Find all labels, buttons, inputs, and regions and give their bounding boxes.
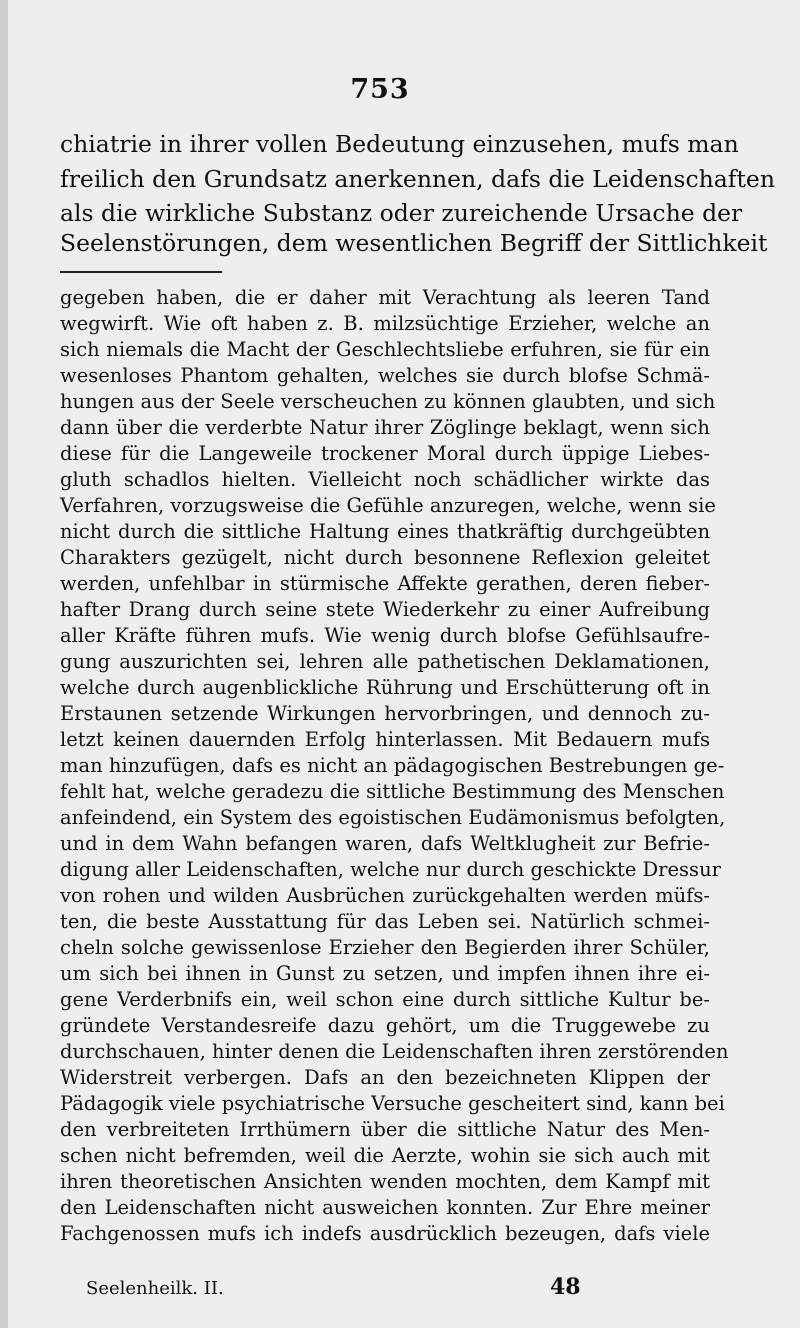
footnote-line: wesenloses Phantom gehalten, welches sie durch blofse Schmä-: [60, 364, 710, 387]
footnote-line: den verbreiteten Irrthümern über die sittliche Natur des Men-: [60, 1118, 710, 1141]
footnote-line: Erstaunen setzende Wirkungen hervorbringen, und dennoch zu-: [60, 702, 710, 725]
footnote-line: Charakters gezügelt, nicht durch besonnene Reflexion geleitet: [60, 546, 710, 569]
footnote-line: wegwirft. Wie oft haben z. B. milzsüchtige Erzieher, welche an: [60, 312, 710, 335]
page-edge: [0, 0, 8, 1328]
footnote-line: gluth schadlos hielten. Vielleicht noch schädlicher wirkte das: [60, 468, 710, 491]
footnote-line: hungen aus der Seele verscheuchen zu können glaubten, und sich: [60, 390, 716, 413]
footnote-line: um sich bei ihnen in Gunst zu setzen, und impfen ihnen ihre ei-: [60, 962, 710, 985]
footnote-line: von rohen und wilden Ausbrüchen zurückgehalten werden müfs-: [60, 884, 710, 907]
footnote-line: diese für die Langeweile trockener Moral durch üppige Liebes-: [60, 442, 710, 465]
footnote-line: schen nicht befremden, weil die Aerzte, wohin sie sich auch mit: [60, 1144, 710, 1167]
footer-sheet-number: 48: [550, 1274, 581, 1300]
footnote-line: digung aller Leidenschaften, welche nur durch geschickte Dressur: [60, 858, 721, 881]
footnote-line: welche durch augenblickliche Rührung und Erschütterung oft in: [60, 676, 710, 699]
footnote-line: gründete Verstandesreife dazu gehört, um die Truggewebe zu: [60, 1014, 710, 1037]
main-text-line: als die wirkliche Substanz oder zureichende Ursache der: [60, 199, 743, 227]
footnote-line: gung auszurichten sei, lehren alle pathetischen Deklamationen,: [60, 650, 710, 673]
footnote-line: dann über die verderbte Natur ihrer Zöglinge beklagt, wenn sich: [60, 416, 710, 439]
main-text-line: chiatrie in ihrer vollen Bedeutung einzusehen, mufs man: [60, 130, 739, 158]
main-text-line: Seelenstörungen, dem wesentlichen Begriff der Sittlichkeit: [60, 229, 768, 257]
footer-signature: Seelenheilk. II.: [86, 1278, 224, 1299]
footnote-line: Verfahren, vorzugsweise die Gefühle anzuregen, welche, wenn sie: [60, 494, 716, 517]
footnote-line: fehlt hat, welche geradezu die sittliche Bestimmung des Menschen: [60, 780, 725, 803]
footnote-line: durchschauen, hinter denen die Leidenschaften ihren zerstörenden: [60, 1040, 729, 1063]
footnote-line: werden, unfehlbar in stürmische Affekte gerathen, deren fieber-: [60, 572, 710, 595]
footnote-line: sich niemals die Macht der Geschlechtsliebe erfuhren, sie für ein: [60, 338, 710, 361]
main-text-line: freilich den Grundsatz anerkennen, dafs die Leidenschaften: [60, 165, 775, 193]
footnote-line: man hinzufügen, dafs es nicht an pädagogischen Bestrebungen ge-: [60, 754, 725, 777]
footnote-line: Fachgenossen mufs ich indefs ausdrücklich bezeugen, dafs viele: [60, 1222, 710, 1245]
footnote-line: aller Kräfte führen mufs. Wie wenig durch blofse Gefühlsaufre-: [60, 624, 710, 647]
footnote-line: ten, die beste Ausstattung für das Leben sei. Natürlich schmei-: [60, 910, 710, 933]
footnote-line: gegeben haben, die er daher mit Verachtung als leeren Tand: [60, 286, 710, 309]
footnote-line: und in dem Wahn befangen waren, dafs Weltklugheit zur Befrie-: [60, 832, 710, 855]
footnote-line: hafter Drang durch seine stete Wiederkehr zu einer Aufreibung: [60, 598, 710, 621]
footnote-line: letzt keinen dauernden Erfolg hinterlassen. Mit Bedauern mufs: [60, 728, 710, 751]
footnote-line: nicht durch die sittliche Haltung eines thatkräftig durchgeübten: [60, 520, 710, 543]
footnote-line: ihren theoretischen Ansichten wenden mochten, dem Kampf mit: [60, 1170, 710, 1193]
footnote-line: cheln solche gewissenlose Erzieher den Begierden ihrer Schüler,: [60, 936, 710, 959]
footnote-separator: [60, 271, 222, 273]
footnote-line: gene Verderbnifs ein, weil schon eine durch sittliche Kultur be-: [60, 988, 710, 1011]
footnote-line: Widerstreit verbergen. Dafs an den bezeichneten Klippen der: [60, 1066, 710, 1089]
footnote-line: Pädagogik viele psychiatrische Versuche gescheitert sind, kann bei: [60, 1092, 725, 1115]
footnote-line: anfeindend, ein System des egoistischen Eudämonismus befolgten,: [60, 806, 726, 829]
page-number: 753: [350, 74, 410, 105]
footnote-line: den Leidenschaften nicht ausweichen konnten. Zur Ehre meiner: [60, 1196, 710, 1219]
